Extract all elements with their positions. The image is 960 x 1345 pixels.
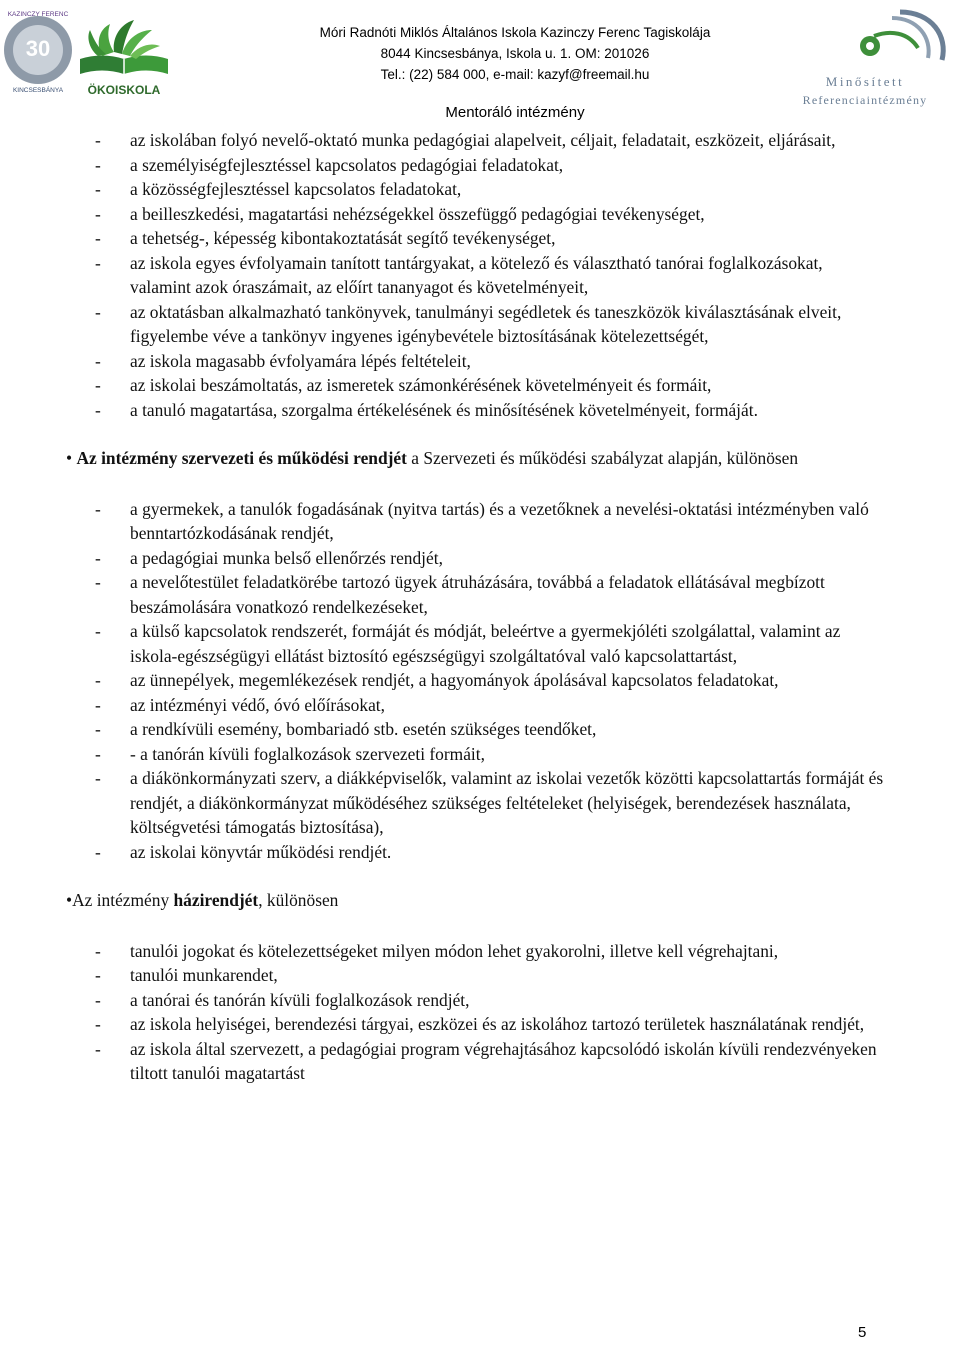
list-item: - a diákönkormányzati szerv, a diákképviselők, valamint az iskolai vezetők közötti kapcsolattartás formáját és rendjét, a diákönkormányzat működéséhez szükséges feltételeket (helyiségek, berendezések használata, költségvetési támogatás biztosítása), [66,766,886,840]
list-item: - az intézményi védő, óvó előírásokat, [66,693,886,718]
page-number: 5 [858,1324,867,1341]
school-logo-graphic [2,4,198,104]
house-rules-list [66,939,886,1086]
reference-logo-line2: Referenciaintézmény [802,93,928,107]
list-item: - - a tanórán kívüli foglalkozások szervezeti formáit, [66,742,886,767]
list-item: - a tanórai és tanórán kívüli foglalkozások rendjét, [66,988,886,1013]
school-info [300,22,730,85]
list-item: - a pedagógiai munka belső ellenőrzés rendjét, [66,546,886,571]
reference-logo-line1: Minősített [825,74,905,89]
organizational-order-list [66,497,886,865]
document-body [66,128,886,1086]
logo-caption: ÖKOISKOLA [87,83,161,97]
reference-logo-graphic [770,8,960,108]
heading-rest: , különösen [258,890,339,910]
reference-institution-logo [770,8,960,108]
list-item: - a közösségfejlesztéssel kapcsolatos feladatokat, [66,177,886,202]
list-item: - az oktatásban alkalmazható tankönyvek, tanulmányi segédletek és taneszközök kiválasztásának elveit, figyelembe véve a tankönyv ingyenes igénybevétele biztosításának kötelezettségét, [66,300,886,349]
list-item: - az iskola egyes évfolyamain tanított tantárgyakat, a kötelező és választható tanórai foglalkozásokat, valamint azok óraszámait, az előírt tananyagot és követelményeit, [66,251,886,300]
list-item: - az iskola magasabb évfolyamára lépés feltételeit, [66,349,886,374]
list-item: - az iskola helyiségei, berendezési tárgyai, eszközei és az iskolához tartozó területek használatának rendjét, [66,1012,886,1037]
list-item: - a külső kapcsolatok rendszerét, formáját és módját, beleértve a gyermekjóléti szolgálattal, valamint az iskola-egészségügyi ellátást biztosító egészségügyi szolgáltatóval való kapcsolattartást, [66,619,886,668]
list-item: - a személyiségfejlesztéssel kapcsolatos pedagógiai feladatokat, [66,153,886,178]
list-item: - tanulói munkarendet, [66,963,886,988]
school-contact: Tel.: (22) 584 000, e-mail: kazyf@freemail.hu [380,67,650,82]
house-rules-heading [66,888,886,913]
list-item: - a gyermekek, a tanulók fogadásának (nyitva tartás) és a vezetőknek a nevelési-oktatási intézményben való benntartózkodásának rendjét, [66,497,886,546]
school-address: 8044 Kincsesbánya, Iskola u. 1. OM: 201026 [380,46,650,61]
bullet: • [66,448,73,468]
list-item: - a tanuló magatartása, szorgalma értékelésének és minősítésének követelményeit, formáját. [66,398,886,423]
page-header [0,0,960,120]
mentor-subtitle: Mentoráló intézmény [445,104,585,121]
school-name: Móri Radnóti Miklós Általános Iskola Kazinczy Ferenc Tagiskolája [319,25,711,40]
list-item: - az iskolai könyvtár működési rendjét. [66,840,886,865]
list-item: - az iskolában folyó nevelő-oktató munka pedagógiai alapelveit, céljait, feladatait, eszközeit, eljárásait, [66,128,886,153]
heading-bold: Az intézmény szervezeti és működési rendjét [76,448,407,468]
heading-rest: a Szervezeti és működési szabályzat alapján, különösen [406,448,799,468]
organizational-order-heading [66,446,886,471]
list-item: - a tehetség-, képesség kibontakoztatását segítő tevékenységet, [66,226,886,251]
list-item: - az iskolai beszámoltatás, az ismeretek számonkérésének követelményeit és formáit, [66,373,886,398]
logo-name: KINCSESBÁNYA [12,87,64,94]
list-item: - a nevelőtestület feladatkörébe tartozó ügyek átruházására, továbbá a feladatok ellátásával megbízott beszámolására vonatkozó rendelkezéseket, [66,570,886,619]
bullet: • [66,890,73,910]
list-item: - az iskola által szervezett, a pedagógiai program végrehajtásához kapcsolódó iskolán kívüli rendezvényeken tiltott tanulói magatartást [66,1037,886,1086]
list-item: - a rendkívüli esemény, bombariadó stb. esetén szükséges teendőket, [66,717,886,742]
list-item: - tanulói jogokat és kötelezettségeket milyen módon lehet gyakorolni, illetve kell végrehajtani, [66,939,886,964]
heading-lead: Az intézmény [72,890,174,910]
list-item: - a beilleszkedési, magatartási nehézségekkel összefüggő pedagógiai tevékenységet, [66,202,886,227]
school-logo [2,4,198,104]
logo-arc-text: KAZINCZY FERENC [7,11,69,18]
logo-number: 30 [25,36,51,61]
heading-bold: házirendjét [173,890,259,910]
list-item: - az ünnepélyek, megemlékezések rendjét, a hagyományok ápolásával kapcsolatos feladatokat, [66,668,886,693]
pedagogical-program-list [66,128,886,422]
